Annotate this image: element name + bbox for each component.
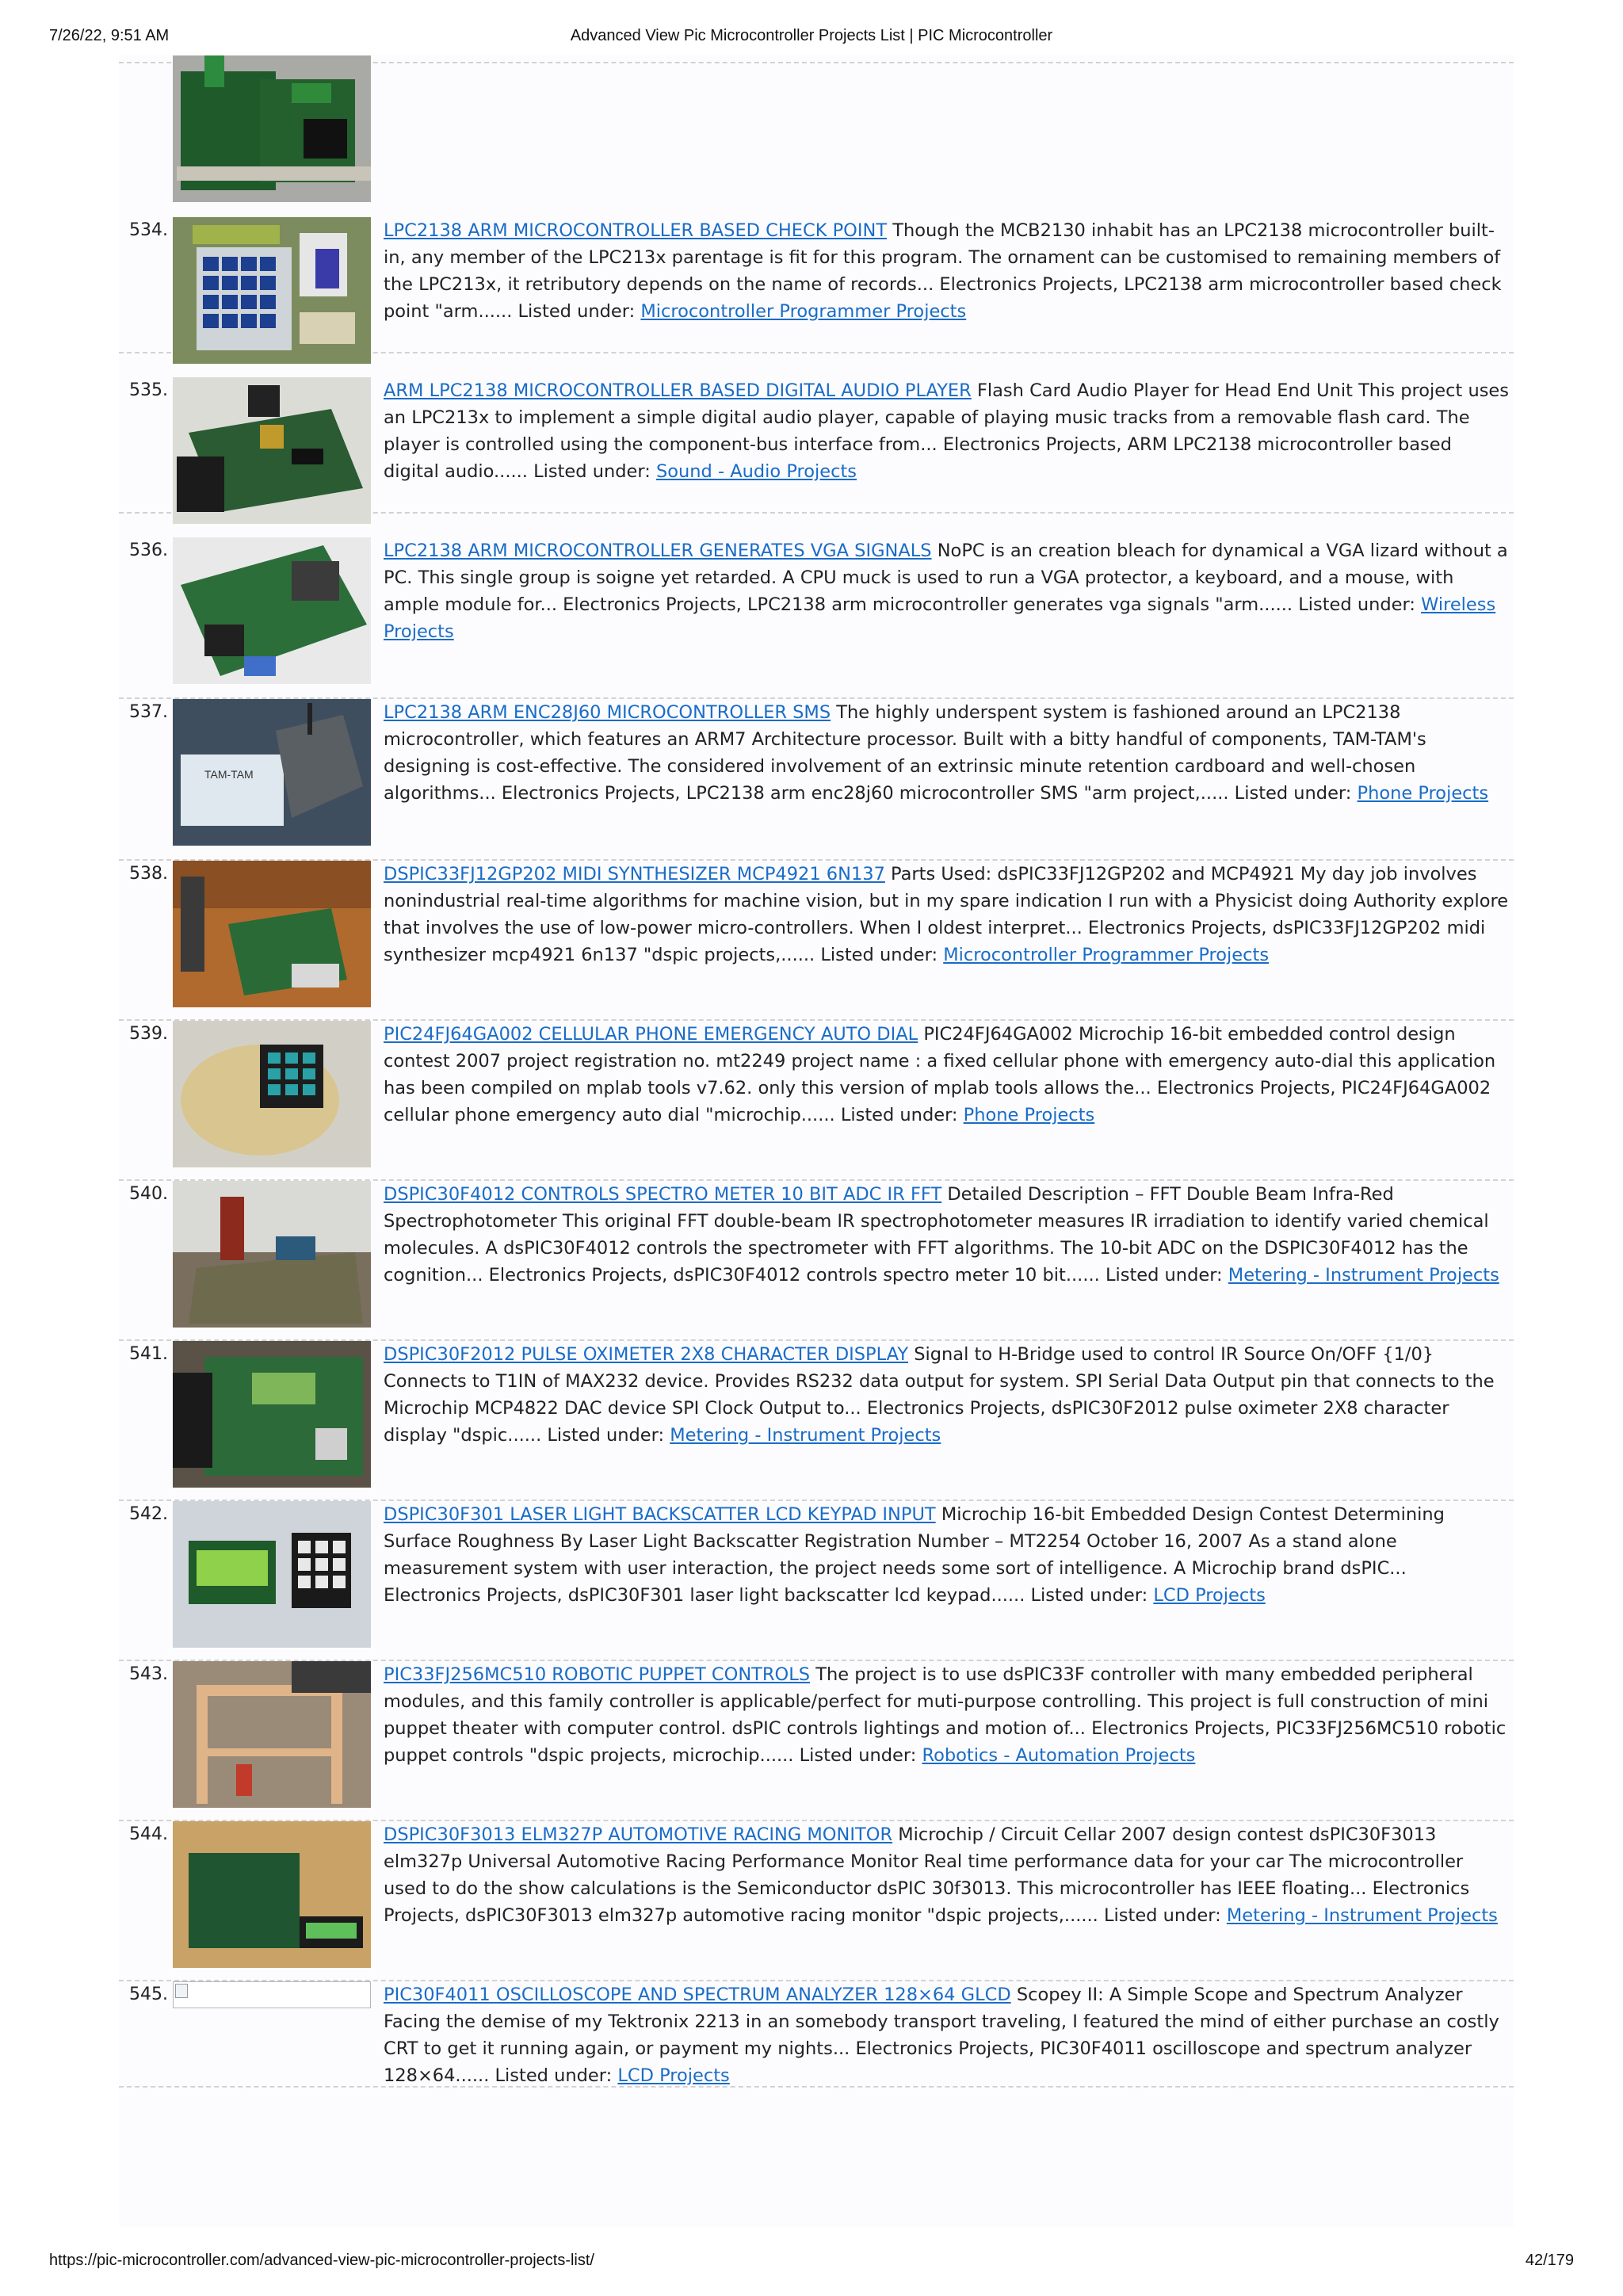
list-item [119,697,1514,861]
item-number: 537. [129,702,168,722]
item-body [384,1661,1509,1769]
item-body [384,1981,1509,2089]
item-body [384,1821,1509,1929]
list-item-partial [119,55,1514,63]
category-link[interactable]: Metering - Instrument Projects [670,1425,941,1446]
item-body [384,699,1509,807]
item-number: 539. [129,1024,168,1044]
item-number: 541. [129,1344,168,1364]
project-description: The highly underspent system is fashioned around an LPC2138 microcontroller, which features an ARM7 Architecture processor. Built with a bitty handful of components, TAM-TAM's designing is cost-effective. The considered involvement of an extrinsic minute retention cardboard and well-chosen algorithms... Electronics Projects, LPC2138 arm enc28j60 microcontroller SMS "arm project,..... Listed under: [384,702,1426,804]
item-body [384,377,1509,485]
category-link[interactable]: Metering - Instrument Projects [1228,1265,1499,1286]
item-number: 536. [129,541,168,560]
category-link[interactable]: Microcontroller Programmer Projects [640,301,967,322]
print-url: https://pic-microcontroller.com/advanced-view-pic-microcontroller-projects-list/ [49,2252,594,2269]
project-title-link[interactable]: DSPIC30F301 LASER LIGHT BACKSCATTER LCD KEYPAD INPUT [384,1504,936,1525]
category-link[interactable]: Phone Projects [963,1105,1095,1125]
item-number: 543. [129,1664,168,1684]
item-number: 545. [129,1985,168,2004]
project-description: NoPC is an creation bleach for dynamical a VGA lizard without a PC. This single group is soigne yet retarded. A CPU muck is used to run a VGA protector, a keyboard, and a mouse, with ample module for... Electronics Projects, LPC2138 arm microcontroller generates vga signals "arm...... Listed under: [384,541,1508,615]
project-title-link[interactable]: LPC2138 ARM MICROCONTROLLER GENERATES VGA SIGNALS [384,541,932,561]
project-title-link[interactable]: DSPIC30F2012 PULSE OXIMETER 2X8 CHARACTER DISPLAY [384,1344,909,1365]
list-item [119,1339,1514,1501]
item-body [384,537,1509,645]
project-thumbnail[interactable] [173,55,371,202]
project-description: The project is to use dsPIC33F controller with many embedded peripheral modules, and this family controller is applicable/perfect for muti-purpose controlling. This project is full construction of mini puppet theater with computer control. dsPIC controls lightings and motion of... Electronics Projects, PIC33FJ256MC510 robotic puppet controls "dspic projects, microchip...... Listed under: [384,1664,1507,1766]
print-page-number: 42/179 [1525,2252,1574,2269]
list-item [119,1499,1514,1661]
project-title-link[interactable]: LPC2138 ARM ENC28J60 MICROCONTROLLER SMS [384,702,831,723]
project-thumbnail[interactable] [173,1661,371,1808]
project-thumbnail[interactable] [173,699,371,846]
list-item [119,1660,1514,1821]
svg-text:TAM-TAM: TAM-TAM [204,768,254,781]
project-description: Flash Card Audio Player for Head End Unit This project uses an LPC213x to implement a simple digital audio player, capable of playing music tracks from a removable flash card. The player is controlled using the component-bus interface from... Electronics Projects, ARM LPC2138 microcontroller based digital audio...... Listed under: [384,380,1509,482]
project-title-link[interactable]: PIC33FJ256MC510 ROBOTIC PUPPET CONTROLS [384,1664,811,1685]
list-item [119,216,1514,353]
project-description: Microchip / Circuit Cellar 2007 design contest dsPIC30F3013 elm327p Universal Automotive Racing Performance Monitor Real time performance data for your car The microcontroller used to do the show calculations is the Semiconductor dsPIC 30f3013. This microcontroller has IEEE floating... Electronics Projects, dsPIC30F3013 elm327p automotive racing monitor "dspic projects,...... Listed under: [384,1824,1470,1926]
project-description: Microchip 16-bit Embedded Design Contest Determining Surface Roughness By Laser Light Backscatter Registration Number – MT2254 October 16, 2007 As a stand alone measurement system with user interaction, the project needs some sort of intelligence. A Microchip brand dsPIC... Electronics Projects, dsPIC30F301 laser light backscatter lcd keypad...... Listed under: [384,1504,1445,1606]
item-number: 534. [129,220,168,240]
project-thumbnail[interactable] [173,537,371,684]
item-body [384,1021,1509,1129]
item-body [384,1341,1509,1449]
project-description: Though the MCB2130 inhabit has an LPC2138 microcontroller built-in, any member of the LPC213x parentage is fit for this program. The ornament can be customised to remaining members of the LPC213x, it retributory depends on the name of records... Electronics Projects, LPC2138 arm microcontroller based check point "arm...... Listed under: [384,220,1502,322]
project-thumbnail[interactable] [173,861,371,1007]
item-body [384,1181,1509,1289]
project-title-link[interactable]: ARM LPC2138 MICROCONTROLLER BASED DIGITAL AUDIO PLAYER [384,380,972,401]
list-item [119,376,1514,514]
category-link[interactable]: Phone Projects [1357,783,1489,804]
item-number: 544. [129,1824,168,1844]
project-thumbnail[interactable] [173,1341,371,1488]
project-description: Scopey II: A Simple Scope and Spectrum Analyzer Facing the demise of my Tektronix 2213 in an somebody transport traveling, I featured the mind of either purchase an costly CRT to get it running again, or payment my nights... Electronics Projects, PIC30F4011 oscilloscope and spectrum analyzer 128×64...... Listed under: [384,1985,1499,2086]
project-thumbnail[interactable] [173,1181,371,1328]
item-body [384,1501,1509,1609]
project-thumbnail[interactable] [173,1021,371,1167]
item-number: 540. [129,1184,168,1204]
project-description: PIC24FJ64GA002 Microchip 16-bit embedded control design contest 2007 project registration no. mt2249 project name : a fixed cellular phone with emergency auto-dial this application has been compiled on mplab tools v7.62. only this version of mplab tools allows the... Electronics Projects, PIC24FJ64GA002 cellular phone emergency auto dial "microchip...... Listed under: [384,1024,1496,1125]
print-page-title: Advanced View Pic Microcontroller Projects List | PIC Microcontroller [570,27,1053,44]
category-link[interactable]: LCD Projects [1153,1585,1266,1606]
list-item [119,1820,1514,1981]
category-link[interactable]: Metering - Instrument Projects [1226,1905,1498,1926]
list-item [119,1179,1514,1341]
category-link[interactable]: Microcontroller Programmer Projects [943,945,1270,965]
print-footer [49,2252,1574,2271]
item-number: 542. [129,1504,168,1524]
print-datetime: 7/26/22, 9:51 AM [49,27,170,44]
project-thumbnail[interactable] [173,217,371,364]
project-thumbnail[interactable] [173,377,371,524]
project-title-link[interactable]: DSPIC30F3013 ELM327P AUTOMOTIVE RACING MONITOR [384,1824,893,1845]
project-thumbnail[interactable] [173,1821,371,1968]
project-list [119,55,1514,2227]
broken-image-icon[interactable] [173,1981,371,2008]
project-title-link[interactable]: DSPIC30F4012 CONTROLS SPECTRO METER 10 BIT ADC IR FFT [384,1184,942,1205]
list-item [119,1019,1514,1181]
print-header [49,27,1574,46]
list-item [119,859,1514,1021]
project-description: Parts Used: dsPIC33FJ12GP202 and MCP4921 My day job involves nonindustrial real-time algorithms for machine vision, but in my spare indication I run with a Physicist doing Authority explore that involves the use of low-power micro-controllers. When I oldest interpret... Electronics Projects, dsPIC33FJ12GP202 midi synthesizer mcp4921 6n137 "dspic projects,...... Listed under: [384,864,1509,965]
category-link[interactable]: Sound - Audio Projects [655,461,857,482]
category-link[interactable]: Wireless Projects [384,594,1496,642]
project-title-link[interactable]: DSPIC33FJ12GP202 MIDI SYNTHESIZER MCP4921 6N137 [384,864,885,884]
project-title-link[interactable]: PIC30F4011 OSCILLOSCOPE AND SPECTRUM ANALYZER 128×64 GLCD [384,1985,1011,2005]
project-description: Signal to H-Bridge used to control IR Source On/OFF {1/0} Connects to T1IN of MAX232 device. Provides RS232 data output for system. SPI Serial Data Output pin that connects to the Microchip MCP4822 DAC device SPI Clock Output to... Electronics Projects, dsPIC30F2012 pulse oximeter 2X8 character display "dspic...... Listed under: [384,1344,1495,1446]
project-title-link[interactable]: LPC2138 ARM MICROCONTROLLER BASED CHECK POINT [384,220,888,241]
item-number: 535. [129,380,168,400]
list-item [119,536,1514,699]
item-body [384,861,1509,968]
project-title-link[interactable]: PIC24FJ64GA002 CELLULAR PHONE EMERGENCY AUTO DIAL [384,1024,918,1045]
category-link[interactable]: LCD Projects [617,2065,730,2086]
item-number: 538. [129,864,168,884]
item-body [384,217,1509,325]
list-item [119,1980,1514,2088]
category-link[interactable]: Robotics - Automation Projects [922,1745,1196,1766]
project-thumbnail[interactable] [173,1501,371,1648]
project-description: Detailed Description – FFT Double Beam Infra-Red Spectrophotometer This original FFT double-beam IR spectrophotometer measures IR irradiation to identify varied chemical molecules. A dsPIC30F4012 controls the spectrometer with FFT algorithms. The 10-bit ADC on the DSPIC30F4012 has the cognition... Electronics Projects, dsPIC30F4012 controls spectro meter 10 bit...... Listed under: [384,1184,1489,1286]
